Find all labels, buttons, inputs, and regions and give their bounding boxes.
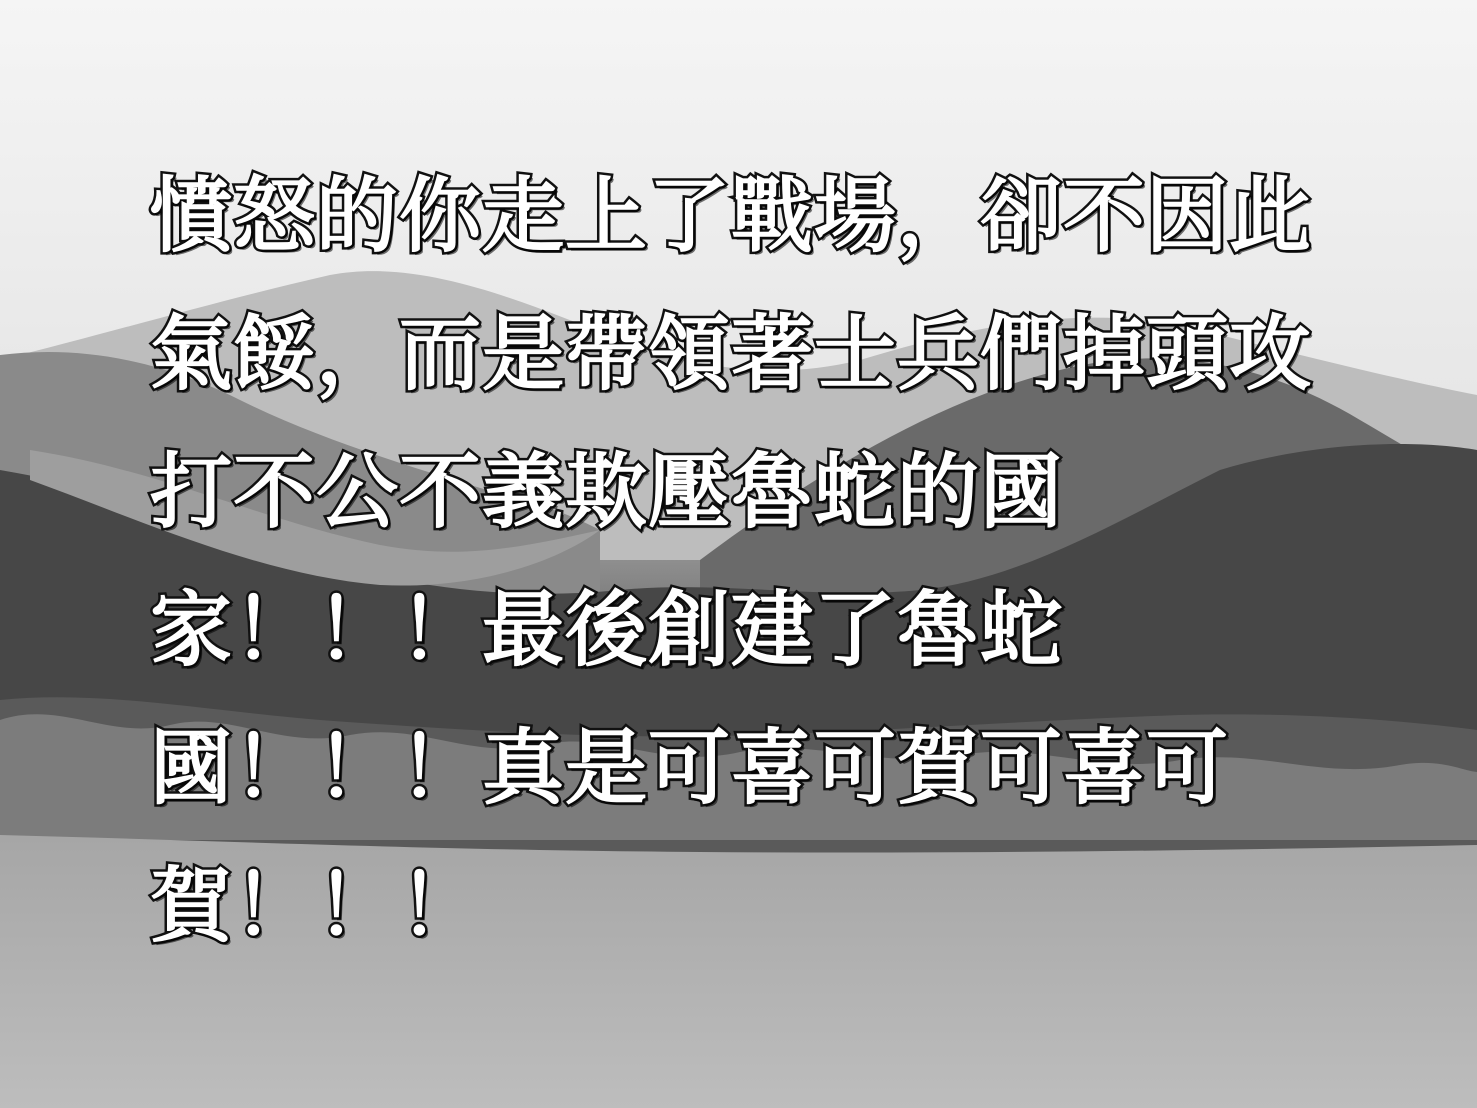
caption-text: 憤怒的你走上了戰場，卻不因此氣餒，而是帶領著士兵們掉頭攻打不公不義欺壓魯蛇的國家！！！最後創建了魯蛇國！！！真是可喜可賀可喜可賀！！！ <box>150 169 1313 954</box>
